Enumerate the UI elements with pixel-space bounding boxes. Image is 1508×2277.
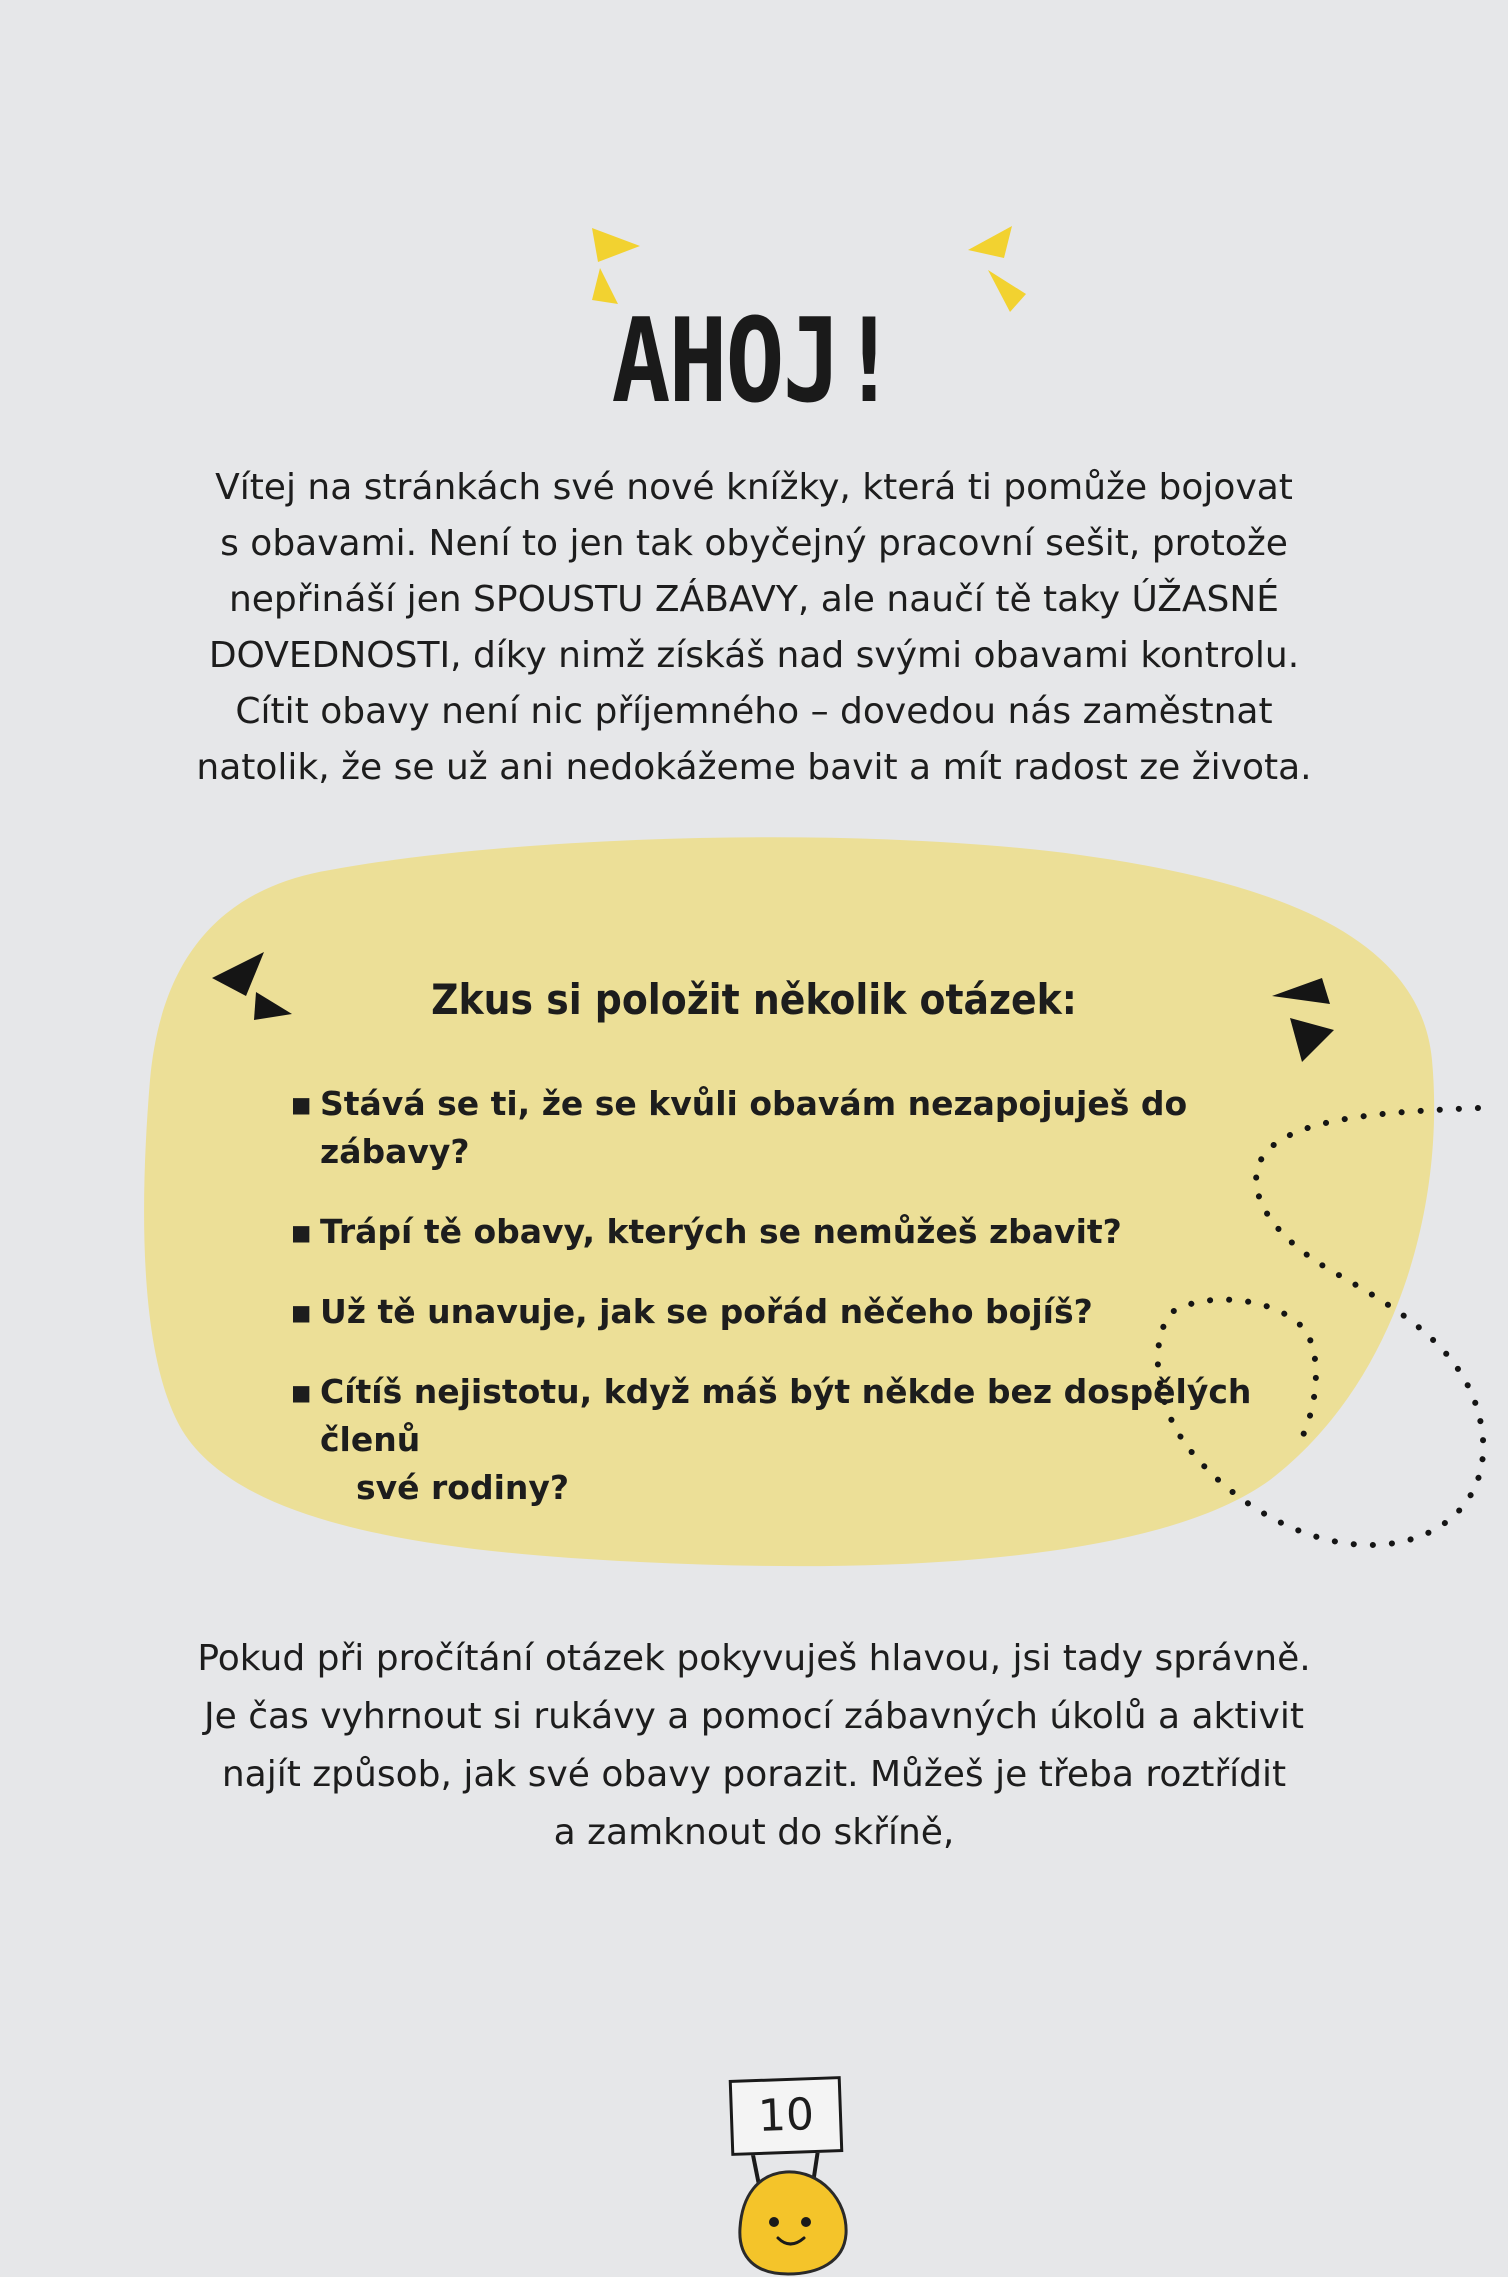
- intro-line: natolik, že se už ani nedokážeme bavit a mít radost ze života.: [196, 747, 1312, 788]
- intro-line: s obavami. Není to jen tak obyčejný pracovní sešit, protože: [220, 523, 1288, 564]
- question-text: Už tě unavuje, jak se pořád něčeho bojíš?: [320, 1292, 1093, 1331]
- outro-line: Pokud při pročítání otázek pokyvuješ hlavou, jsi tady správně.: [197, 1638, 1311, 1679]
- question-text: Stává se ti, že se kvůli obavám nezapojuješ do zábavy?: [320, 1084, 1188, 1171]
- outro-line: a zamknout do skříně,: [553, 1812, 955, 1853]
- outro-line: najít způsob, jak své obavy porazit. Můžeš je třeba roztřídit: [221, 1754, 1287, 1795]
- page-title: AHOJ!: [611, 295, 897, 430]
- bullet-icon: ▪: [290, 1212, 313, 1251]
- intro-line: DOVEDNOSTI, díky nimž získáš nad svými obavami kontrolu.: [208, 635, 1300, 676]
- bullet-icon: ▪: [290, 1084, 313, 1123]
- intro-line: Vítej na stránkách své nové knížky, která ti pomůže bojovat: [215, 467, 1293, 508]
- intro-line: nepřináší jen SPOUSTU ZÁBAVY, ale naučí tě taky ÚŽASNÉ: [228, 579, 1280, 620]
- box-heading: Zkus si položit několik otázek:: [431, 975, 1077, 1024]
- bullet-icon: ▪: [290, 1292, 313, 1331]
- question-text-continuation: své rodiny?: [356, 1468, 570, 1507]
- page-number: 10: [729, 2076, 844, 2156]
- intro-line: Cítit obavy není nic příjemného – dovedou nás zaměstnat: [235, 691, 1273, 732]
- mascot-body: [740, 2172, 846, 2274]
- question-text: Trápí tě obavy, kterých se nemůžeš zbavit?: [320, 1212, 1122, 1251]
- bullet-icon: ▪: [290, 1372, 313, 1411]
- outro-line: Je čas vyhrnout si rukávy a pomocí zábavných úkolů a aktivit: [204, 1696, 1304, 1737]
- question-text: Cítíš nejistotu, když máš být někde bez dospělých členů: [320, 1372, 1252, 1459]
